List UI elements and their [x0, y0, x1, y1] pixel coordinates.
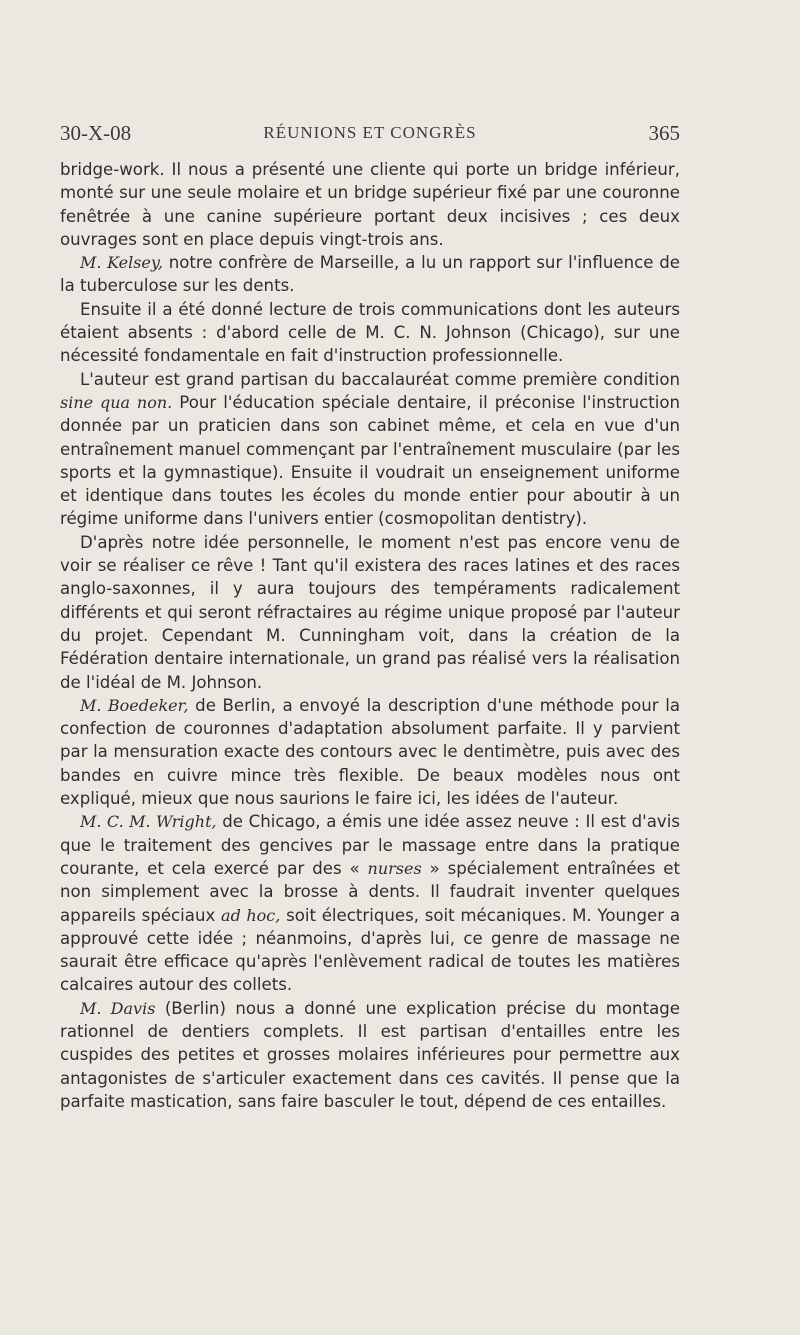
page-body: [60, 158, 680, 1113]
paragraph-7: [60, 810, 680, 996]
paragraph-text: » spécialement entraînées et non simplement avec la brosse à dents. Il faudrait inventer quelques appareils spéciaux: [60, 858, 680, 925]
speaker-name: M. Boedeker,: [80, 695, 189, 715]
latin-phrase: ad hoc,: [221, 905, 281, 925]
paragraph-text: Pour l'éducation spéciale dentaire, il préconise l'instruction donnée par un praticien dans son cabinet même, et cela en vue d'un entraînement manuel commençant par l'entraînement musculaire (par les sports et la gymnastique). Ensuite il voudrait un enseignement uniforme et identique dans toutes les écoles du monde entier pour aboutir à un régime uniforme dans l'univers entier (cosmopolitan dentistry).: [60, 392, 681, 529]
page-number: 365: [648, 121, 680, 145]
paragraph-text: bridge-work. Il nous a présenté une cliente qui porte un bridge inférieur, monté sur une seule molaire et un bridge supérieur fixé par une couronne fenêtrée à une canine supérieure portant deux incisives ; ces deux ouvrages sont en place depuis vingt-trois ans.: [60, 160, 680, 249]
latin-phrase: sine qua non.: [60, 392, 173, 412]
paragraph-3: [60, 298, 680, 368]
italic-term: nurses: [367, 858, 422, 878]
paragraph-text: de Chicago, a émis une idée assez neuve : Il est d'avis que le traitement des gencives par le massage entre dans la pratique courante, et cela exercé par des «: [60, 812, 680, 878]
header-date: 30-X-08: [60, 121, 132, 145]
paragraph-text: de Berlin, a envoyé la description d'une méthode pour la confection de couronnes d'adaptation absolument parfaite. Il y parvient par la mensuration exacte des contours avec le dentimètre, puis avec des bandes en cuivre mince très flexible. De beaux modèles nous ont expliqué, mieux que nous saurions le faire ici, les idées de l'auteur.: [60, 695, 680, 809]
paragraph-text: (Berlin) nous a donné une explication précise du montage rationnel de dentiers complets. Il est partisan d'entailles entre les cuspides des petites et grosses molaires inférieures pour permettre aux antagonistes de s'articuler exactement dans ces cavités. Il pense que la parfaite mastication, sans faire basculer le tout, dépend de ces entailles.: [60, 998, 680, 1111]
header-title: RÉUNIONS ET CONGRÈS: [263, 123, 477, 142]
paragraph-6: [60, 694, 680, 810]
paragraph-text: Ensuite il a été donné lecture de trois communications dont les auteurs étaient absents : d'abord celle de M. C. N. Johnson (Chicago), sur une nécessité fondamentale en fait d'instruction professionnelle.: [60, 299, 680, 366]
paragraph-text: L'auteur est grand partisan du baccalauréat comme première condition: [80, 369, 680, 389]
speaker-name: M. Kelsey,: [80, 253, 163, 273]
paragraph-8: [60, 997, 680, 1113]
speaker-name: M. Davis: [80, 998, 156, 1018]
running-header: [60, 121, 680, 151]
paragraph-4: [60, 368, 680, 531]
paragraph-5: [60, 531, 680, 694]
paragraph-text: soit électriques, soit mécaniques. M. Younger a approuvé cette idée ; néanmoins, d'après lui, ce genre de massage ne saurait être efficace qu'après l'enlèvement radical de toutes les matières calcaires autour des collets.: [60, 905, 680, 995]
speaker-name: M. C. M. Wright,: [80, 812, 217, 832]
paragraph-text: notre confrère de Marseille, a lu un rapport sur l'influence de la tuberculose sur les dents.: [60, 253, 680, 296]
paragraph-2: [60, 251, 680, 298]
paragraph-1: [60, 158, 680, 251]
paragraph-text: D'après notre idée personnelle, le moment n'est pas encore venu de voir se réaliser ce rêve ! Tant qu'il existera des races latines et des races anglo-saxonnes, il y aura toujours des tempéraments radicalement différents et qui seront réfractaires au régime unique proposé par l'auteur du projet. Cependant M. Cunningham voit, dans la création de la Fédération dentaire internationale, un grand pas réalisé vers la réalisation de l'idéal de M. Johnson.: [60, 532, 680, 692]
